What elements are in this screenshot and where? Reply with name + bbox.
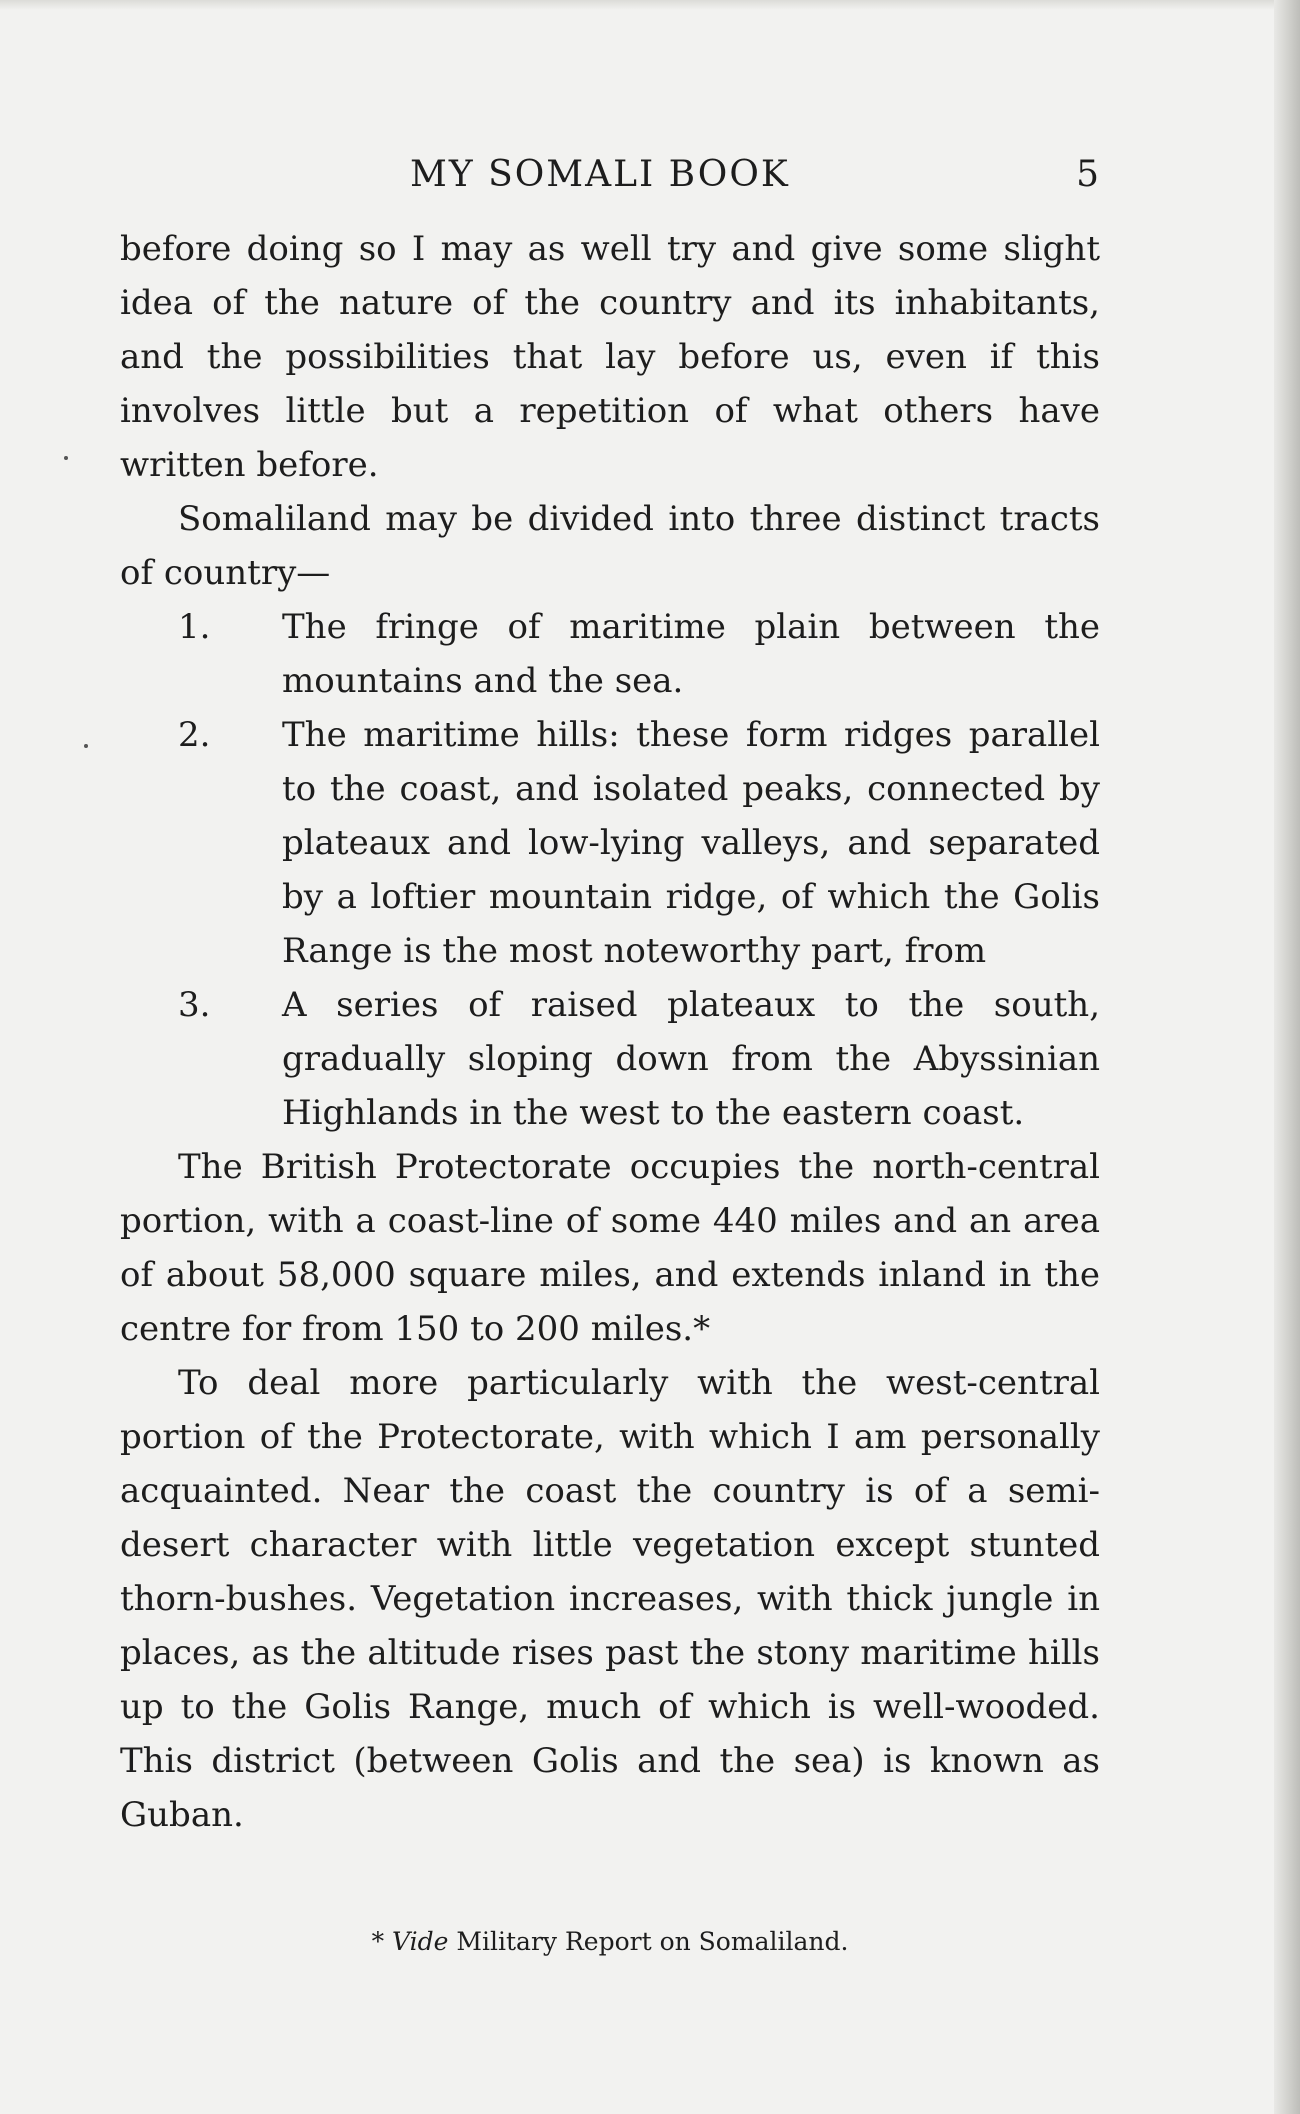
running-title: MY SOMALI BOOK xyxy=(410,154,790,195)
paragraph-west-central: To deal more particularly with the west-central portion of the Protectorate, with which I am personally acquainted. Near the coast the country is of a semi-desert character with little vegetation except stunted thorn-bushes. Vegetation increases, with thick jungle in places, as the altitude rises past the stony maritime hills up to the Golis Range, much of which is well-wooded. This district (between Golis and the sea) is known as Guban. xyxy=(120,1363,1100,1835)
list-item-text: A series of raised plateaux to the south, gradually sloping down from the Abyssinian Highlands in the west to the eastern coast. xyxy=(282,985,1100,1133)
footnote-marker: * xyxy=(371,1927,385,1956)
scan-speck xyxy=(84,744,88,748)
page-header xyxy=(120,145,1105,205)
body-text xyxy=(120,222,1100,1842)
footnote-text: Military Report on Somaliland. xyxy=(456,1927,849,1956)
page-right-edge xyxy=(1274,0,1300,2114)
list-item xyxy=(120,600,1100,708)
list-item xyxy=(120,978,1100,1140)
list-item xyxy=(120,708,1100,978)
paragraph-protectorate: The British Protectorate occupies the north-central portion, with a coast-line of some 440 miles and an area of about 58,000 square miles, and extends inland in the centre for from 150 to 200 miles.* xyxy=(120,1147,1100,1349)
tracts-list xyxy=(120,600,1100,1140)
scan-speck xyxy=(64,456,68,460)
paragraph-divisions: Somaliland may be divided into three distinct tracts of country— xyxy=(120,499,1100,593)
paragraph-intro: before doing so I may as well try and give some slight idea of the nature of the country and its inhabitants, and the possibilities that lay before us, even if this involves little but a repetition of what others have written before. xyxy=(120,229,1100,485)
page-number: 5 xyxy=(1076,154,1099,195)
list-number: 3. xyxy=(178,985,211,1025)
footnote xyxy=(120,1922,1100,1962)
footnote-italic: Vide xyxy=(392,1927,449,1956)
list-item-text: The fringe of maritime plain between the mountains and the sea. xyxy=(282,607,1100,701)
list-number: 1. xyxy=(178,607,211,647)
page-top-shadow xyxy=(0,0,1300,10)
list-number: 2. xyxy=(178,715,211,755)
list-item-text: The maritime hills: these form ridges parallel to the coast, and isolated peaks, connected by plateaux and low-lying valleys, and separated by a loftier mountain ridge, of which the Golis Range is the most noteworthy part, from xyxy=(282,715,1100,971)
